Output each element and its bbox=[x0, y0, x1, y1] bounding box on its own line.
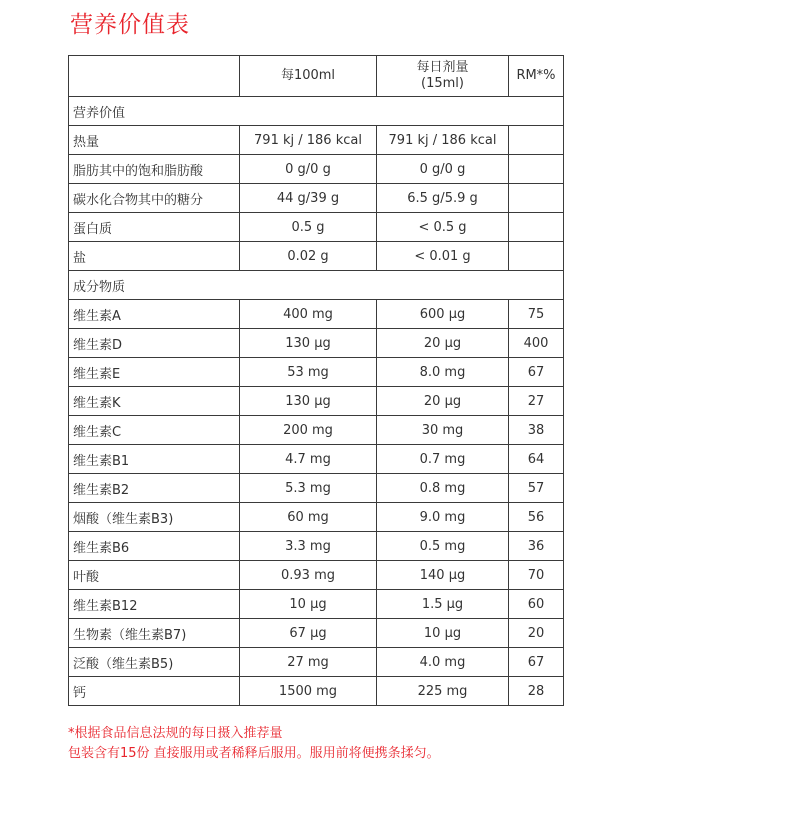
value-rm-percent: 400 bbox=[509, 329, 564, 358]
value-per-100ml: 4.7 mg bbox=[240, 445, 377, 474]
table-row bbox=[69, 648, 564, 677]
value-rm-percent: 20 bbox=[509, 619, 564, 648]
section-label: 营养价值 bbox=[69, 97, 564, 126]
nutrient-name: 盐 bbox=[69, 242, 240, 271]
header-per-100ml: 每100ml bbox=[240, 56, 377, 97]
header-name-cell bbox=[69, 56, 240, 97]
value-per-100ml: 130 μg bbox=[240, 329, 377, 358]
value-rm-percent: 28 bbox=[509, 677, 564, 706]
value-daily-dose: 6.5 g/5.9 g bbox=[377, 184, 509, 213]
nutrient-name: 维生素E bbox=[69, 358, 240, 387]
value-rm-percent: 67 bbox=[509, 648, 564, 677]
value-rm-percent bbox=[509, 242, 564, 271]
table-row bbox=[69, 561, 564, 590]
section-row bbox=[69, 271, 564, 300]
value-per-100ml: 5.3 mg bbox=[240, 474, 377, 503]
footnote-reference: *根据食品信息法规的每日摄入推荐量 bbox=[68, 726, 283, 741]
value-per-100ml: 10 μg bbox=[240, 590, 377, 619]
table-row bbox=[69, 445, 564, 474]
nutrient-name: 维生素A bbox=[69, 300, 240, 329]
value-daily-dose: 0.8 mg bbox=[377, 474, 509, 503]
value-daily-dose: 225 mg bbox=[377, 677, 509, 706]
value-per-100ml: 0.5 g bbox=[240, 213, 377, 242]
value-rm-percent: 67 bbox=[509, 358, 564, 387]
value-daily-dose: 0.5 mg bbox=[377, 532, 509, 561]
value-rm-percent: 27 bbox=[509, 387, 564, 416]
value-daily-dose: 4.0 mg bbox=[377, 648, 509, 677]
nutrient-name: 维生素B12 bbox=[69, 590, 240, 619]
nutrient-name: 泛酸（维生素B5) bbox=[69, 648, 240, 677]
value-rm-percent: 75 bbox=[509, 300, 564, 329]
value-daily-dose: 30 mg bbox=[377, 416, 509, 445]
nutrient-name: 生物素（维生素B7) bbox=[69, 619, 240, 648]
table-row bbox=[69, 387, 564, 416]
value-rm-percent bbox=[509, 184, 564, 213]
value-rm-percent bbox=[509, 126, 564, 155]
nutrient-name: 热量 bbox=[69, 126, 240, 155]
nutrient-name: 钙 bbox=[69, 677, 240, 706]
nutrient-name: 叶酸 bbox=[69, 561, 240, 590]
value-per-100ml: 60 mg bbox=[240, 503, 377, 532]
value-per-100ml: 1500 mg bbox=[240, 677, 377, 706]
nutrient-name: 烟酸（维生素B3) bbox=[69, 503, 240, 532]
value-rm-percent: 60 bbox=[509, 590, 564, 619]
table-row bbox=[69, 184, 564, 213]
header-daily-dose-line2: (15ml) bbox=[421, 76, 464, 91]
header-rm-percent: RM*% bbox=[509, 56, 564, 97]
nutrient-name: 维生素B2 bbox=[69, 474, 240, 503]
value-per-100ml: 0.93 mg bbox=[240, 561, 377, 590]
table-row bbox=[69, 300, 564, 329]
table-row bbox=[69, 474, 564, 503]
value-daily-dose: < 0.01 g bbox=[377, 242, 509, 271]
section-label: 成分物质 bbox=[69, 271, 564, 300]
table-row bbox=[69, 590, 564, 619]
value-per-100ml: 44 g/39 g bbox=[240, 184, 377, 213]
section-row bbox=[69, 97, 564, 126]
table-row bbox=[69, 213, 564, 242]
page-title: 营养价值表 bbox=[70, 12, 190, 38]
table-row bbox=[69, 416, 564, 445]
value-daily-dose: 791 kj / 186 kcal bbox=[377, 126, 509, 155]
value-rm-percent: 38 bbox=[509, 416, 564, 445]
nutrient-name: 维生素B6 bbox=[69, 532, 240, 561]
nutrient-name: 脂肪其中的饱和脂肪酸 bbox=[69, 155, 240, 184]
value-daily-dose: 0.7 mg bbox=[377, 445, 509, 474]
value-per-100ml: 67 μg bbox=[240, 619, 377, 648]
value-rm-percent bbox=[509, 155, 564, 184]
value-per-100ml: 3.3 mg bbox=[240, 532, 377, 561]
value-rm-percent: 56 bbox=[509, 503, 564, 532]
footnote-usage: 包装含有15份 直接服用或者稀释后服用。服用前将便携条揉匀。 bbox=[68, 746, 440, 761]
table-row bbox=[69, 358, 564, 387]
table-row bbox=[69, 329, 564, 358]
value-per-100ml: 200 mg bbox=[240, 416, 377, 445]
value-daily-dose: 8.0 mg bbox=[377, 358, 509, 387]
nutrient-name: 蛋白质 bbox=[69, 213, 240, 242]
value-rm-percent: 64 bbox=[509, 445, 564, 474]
value-daily-dose: 20 μg bbox=[377, 329, 509, 358]
value-daily-dose: 0 g/0 g bbox=[377, 155, 509, 184]
value-per-100ml: 400 mg bbox=[240, 300, 377, 329]
value-rm-percent: 36 bbox=[509, 532, 564, 561]
value-daily-dose: 140 μg bbox=[377, 561, 509, 590]
value-daily-dose: 10 μg bbox=[377, 619, 509, 648]
table-row bbox=[69, 619, 564, 648]
value-daily-dose: 9.0 mg bbox=[377, 503, 509, 532]
value-daily-dose: 20 μg bbox=[377, 387, 509, 416]
value-per-100ml: 0.02 g bbox=[240, 242, 377, 271]
table-row bbox=[69, 532, 564, 561]
value-per-100ml: 791 kj / 186 kcal bbox=[240, 126, 377, 155]
value-per-100ml: 0 g/0 g bbox=[240, 155, 377, 184]
table-header-row bbox=[69, 56, 564, 97]
value-daily-dose: 1.5 μg bbox=[377, 590, 509, 619]
value-rm-percent: 70 bbox=[509, 561, 564, 590]
table-row bbox=[69, 155, 564, 184]
value-per-100ml: 27 mg bbox=[240, 648, 377, 677]
header-daily-dose bbox=[377, 56, 509, 97]
table-row bbox=[69, 242, 564, 271]
value-per-100ml: 130 μg bbox=[240, 387, 377, 416]
nutrition-table bbox=[68, 55, 564, 706]
nutrient-name: 维生素C bbox=[69, 416, 240, 445]
value-rm-percent: 57 bbox=[509, 474, 564, 503]
nutrient-name: 维生素K bbox=[69, 387, 240, 416]
header-daily-dose-line1: 每日剂量 bbox=[416, 60, 469, 75]
value-rm-percent bbox=[509, 213, 564, 242]
value-daily-dose: 600 μg bbox=[377, 300, 509, 329]
nutrient-name: 维生素B1 bbox=[69, 445, 240, 474]
table-row bbox=[69, 503, 564, 532]
value-per-100ml: 53 mg bbox=[240, 358, 377, 387]
table-row bbox=[69, 677, 564, 706]
value-daily-dose: < 0.5 g bbox=[377, 213, 509, 242]
nutrient-name: 碳水化合物其中的糖分 bbox=[69, 184, 240, 213]
nutrient-name: 维生素D bbox=[69, 329, 240, 358]
table-row bbox=[69, 126, 564, 155]
